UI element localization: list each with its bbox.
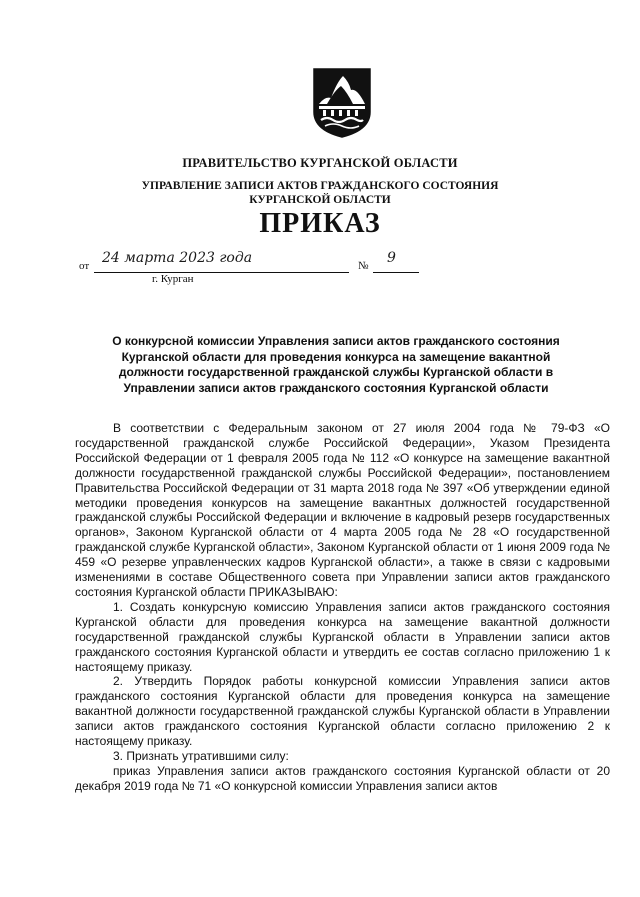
number-field bbox=[373, 252, 419, 273]
number-prefix: № bbox=[358, 260, 369, 272]
order-body bbox=[75, 421, 610, 794]
date-prefix: от bbox=[79, 260, 90, 272]
order-date-number-line bbox=[79, 250, 396, 276]
handwritten-number: 9 bbox=[387, 250, 396, 266]
order-subject: О конкурсной комиссии Управления записи актов гражданского состояния Курганской области для проведения конкурса на замещение вакантной должности государственной гражданской службы Курганской области в Управлении записи актов гражданского состояния Курганской области bbox=[112, 334, 560, 395]
document-type-title: ПРИКАЗ bbox=[259, 208, 381, 239]
department-title bbox=[0, 179, 640, 207]
city-label: г. Курган bbox=[152, 273, 194, 285]
preamble-paragraph: В соответствии с Федеральным законом от 27 июля 2004 года № 79-ФЗ «О государственной гражданской службе Российской Федерации», Указом Президента Российской Федерации от 1 февраля 2005 года № 112 «О конкурсе на замещение вакантной должности государственной гражданской службы Российской Федерации», постановлением Правительства Российской Федерации от 31 марта 2018 года № 397 «Об утверждении единой методики проведения конкурсов на замещение вакантных должностей государственной гражданской службы Российской Федерации и включение в кадровый резерв государственных органов», Законом Курганской области от 4 марта 2005 года № 28 «О государственной гражданской службе Курганской области», Законом Курганской области от 1 июня 2009 года № 459 «О резерве управленческих кадров Курганской области», а также в связи с кадровыми изменениями в составе Общественного совета при Управлении записи актов гражданского состояния Курганской области ПРИКАЗЫВАЮ: bbox=[75, 421, 610, 599]
department-title-line-1: УПРАВЛЕНИЕ ЗАПИСИ АКТОВ ГРАЖДАНСКОГО СОСТОЯНИЯ bbox=[141, 180, 499, 192]
item-1-paragraph: 1. Создать конкурсную комиссию Управления записи актов гражданского состояния Курганской области для проведения конкурса на замещение вакантной должности государственной гражданской службы Курганской области в Управлении записи актов гражданского состояния Курганской области и утвердить ее состав согласно приложению 1 к настоящему приказу. bbox=[75, 599, 610, 674]
coat-of-arms-kurgan-icon bbox=[313, 68, 371, 138]
date-field bbox=[94, 252, 349, 273]
handwritten-date: 24 марта 2023 года bbox=[102, 250, 253, 266]
item-2-paragraph: 2. Утвердить Порядок работы конкурсной комиссии Управления записи актов гражданского состояния Курганской области для проведения конкурса на замещение вакантной должности государственной гражданской службы Курганской области в Управлении записи актов гражданского состояния Курганской области согласно приложению 2 к настоящему приказу. bbox=[75, 674, 610, 749]
department-title-line-2: КУРГАНСКОЙ ОБЛАСТИ bbox=[249, 194, 391, 206]
item-3-text-paragraph: приказ Управления записи актов гражданского состояния Курганской области от 20 декабря 2019 года № 71 «О конкурсной комиссии Управления записи актов bbox=[75, 763, 610, 793]
government-title: ПРАВИТЕЛЬСТВО КУРГАНСКОЙ ОБЛАСТИ bbox=[182, 156, 458, 170]
item-3-paragraph: 3. Признать утратившими силу: bbox=[113, 748, 289, 763]
